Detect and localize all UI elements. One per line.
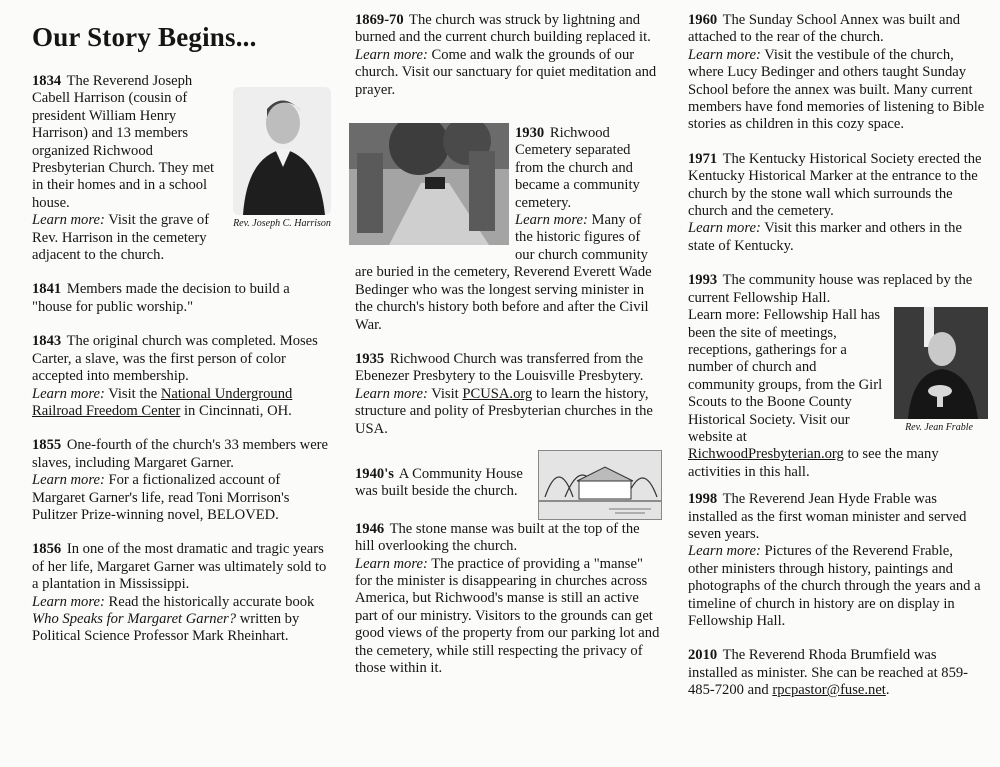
entry-1869-text: The church was struck by lightning and burned and the current church building replaced it. [355,12,651,46]
portrait-icon [233,87,331,215]
entry-1843-text: The original church was completed. Moses Carter, a slave, was the first person of color accepted into membership. [32,333,318,385]
entry-1856-learn-pre: Read the historically accurate book [108,593,315,610]
learn-more-label: Learn more: [32,593,105,610]
harrison-caption: Rev. Joseph C. Harrison [233,218,331,229]
entry-1930-text: Richwood Cemetery separated from the church and became a community cemetery. [515,125,640,211]
column-2 [355,12,660,694]
year-1869: 1869-70 [355,12,404,28]
entry-2010-text: The Reverend Rhoda Brumfield was installed as minister. She can be reached at 859-485-7200 and [688,647,969,699]
book-title: Who Speaks for Margaret Garner? [32,610,237,627]
frable-caption: Rev. Jean Frable [905,422,973,434]
richwood-website-link[interactable]: RichwoodPresbyterian.org [688,446,844,463]
year-1834: 1834 [32,73,62,89]
entry-1935-learn-post: to learn the history, structure and polity of Presbyterian churches in the USA. [355,385,653,437]
entry-1855-text: One-fourth of the church's 33 members were slaves, including Margaret Garner. [32,437,329,471]
column-3 [688,12,986,717]
entry-1930 [355,125,660,334]
entry-1869 [355,12,660,99]
entry-1843-learn-post: in Cincinnati, OH. [183,402,292,419]
entry-1960 [688,12,986,134]
page-title: Our Story Begins... [32,22,257,52]
year-1841: 1841 [32,281,62,298]
year-1935: 1935 [355,350,385,367]
learn-more-label: Learn more: [32,472,105,489]
frable-image [894,307,988,419]
year-1856: 1856 [32,541,62,558]
frable-photo [890,307,988,433]
entry-1993-learn-post: to see the many activities in this hall. [688,446,939,480]
entry-1946 [355,521,660,678]
entry-1855 [32,437,332,524]
year-1843: 1843 [32,333,62,350]
year-1946: 1946 [355,520,385,537]
entry-1993-text: The community house was replaced by the current Fellowship Hall. [688,272,973,306]
entry-1960-text: The Sunday School Annex was built and attached to the rear of the church. [688,12,961,46]
cemetery-image [349,123,509,245]
entry-1843-learn-pre: Visit the [108,385,158,402]
entry-1946-text: The stone manse was built at the top of the hill overlooking the church. [355,520,640,555]
entry-1993 [688,272,986,481]
entry-1834-text: The Reverend Joseph Cabell Harrison (cousin of president William Henry Harrison) and 13 members organized Richwood Presbyterian Church. They met in their homes and in a school house. [32,73,215,211]
year-1930: 1930 [515,125,545,142]
freedom-center-link[interactable]: National Underground Railroad Freedom Center [32,385,293,419]
learn-more-label: Learn more: [355,555,428,572]
year-2010: 2010 [688,647,718,664]
year-1971: 1971 [688,150,718,167]
cemetery-gate-icon [349,123,509,245]
entry-2010-end: . [885,682,890,699]
year-1940s: 1940's [355,465,394,482]
entry-1869-learn: Come and walk the grounds of our church. Visit our sanctuary for quiet meditation and prayer. [355,46,657,98]
learn-more-label: Learn more: [32,385,105,402]
entry-1856-learn-post: written by Political Science Professor Mark Rheinhart. [32,610,300,645]
entry-1935 [355,351,660,438]
year-1998: 1998 [688,491,718,508]
entry-1855-learn: For a fictionalized account of Margaret Garner's life, read Toni Morrison's Pulitzer Prize-winning novel, BELOVED. [32,472,290,523]
year-1993: 1993 [688,272,718,289]
entry-1930-learn: Many of the historic figures of our church community are buried in the cemetery, Reverend Everett Wade Bedinger who was the longest serving minister in the church's history both before and after the Civil War. [355,212,652,333]
community-house-sketch [538,450,660,518]
entry-1841-text: Members made the decision to build a "house for public worship." [32,281,290,315]
entry-1935-text: Richwood Church was transferred from the Ebenezer Presbytery to the Louisville Presbytery. [355,350,644,385]
cemetery-photo [349,123,509,245]
sketch-image [538,450,662,520]
entry-1993-learn: Learn more: Fellowship Hall has been the site of meetings, receptions, gatherings for a number of church and community groups, from the Girl Scouts to the Boone County Historical Society. Visit our website at [688,307,883,445]
entry-1940s-text: A Community House was built beside the church. [355,465,523,500]
entry-1841 [32,281,332,316]
entry-1998-text: The Reverend Jean Hyde Frable was installed as the first woman minister and served seven years. [688,491,967,542]
learn-more-label: Learn more: [515,212,588,229]
pcusa-link[interactable]: PCUSA.org [462,385,533,402]
entry-1971-learn: Visit this marker and others in the state of Kentucky. [688,220,962,254]
learn-more-label: Learn more: [355,385,428,402]
column-1 [32,12,332,663]
entry-1843 [32,333,332,420]
entry-1998 [688,491,986,630]
entry-1960-learn: Visit the vestibule of the church, where Lucy Bedinger and others taught Sunday School before the annex was built. Many current members have fond memories of listening to Bible stories as children in this cozy space. [688,46,985,133]
entry-1998-learn: Pictures of the Reverend Frable, other ministers through history, paintings and photographs of the church through the years and a timeline of church in history are on display in Fellowship Hall. [688,543,981,629]
entry-1935-learn-pre: Visit [431,385,459,402]
entry-1856-text: In one of the most dramatic and tragic years of her life, Margaret Garner was ultimately sold to a plantation in Mississippi. [32,541,327,593]
learn-more-label: Learn more: [688,543,761,560]
entry-2010 [688,647,986,699]
entry-1834 [32,73,332,264]
pastor-email-link[interactable]: rpcpastor@fuse.net [772,682,886,699]
entry-1971-text: The Kentucky Historical Society erected the Kentucky Historical Marker at the entrance to the church by the stone wall which surrounds the church and the cemetery. [688,150,982,220]
church-sketch-icon [539,451,661,519]
learn-more-label: Learn more: [32,212,105,229]
year-1855: 1855 [32,437,62,454]
harrison-portrait [226,87,338,231]
entry-1834-learn: Visit the grave of Rev. Harrison in the cemetery adjacent to the church. [32,212,210,264]
learn-more-label: Learn more: [688,220,761,237]
entry-1856 [32,541,332,645]
harrison-photo [233,87,331,215]
year-1960: 1960 [688,12,718,28]
entry-1971 [688,151,986,255]
learn-more-label: Learn more: [355,46,428,63]
entry-1946-learn: The practice of providing a "manse" for the minister is disappearing in churches across America, but Richwood's manse is still an active part of our ministry. Visitors to the grounds can get good views of the property from our parking lot and the cemetery, while still respecting the privacy of those within it. [355,555,660,676]
learn-more-label: Learn more: [688,46,761,63]
entry-1940s [355,466,660,501]
minister-portrait-icon [894,307,988,419]
